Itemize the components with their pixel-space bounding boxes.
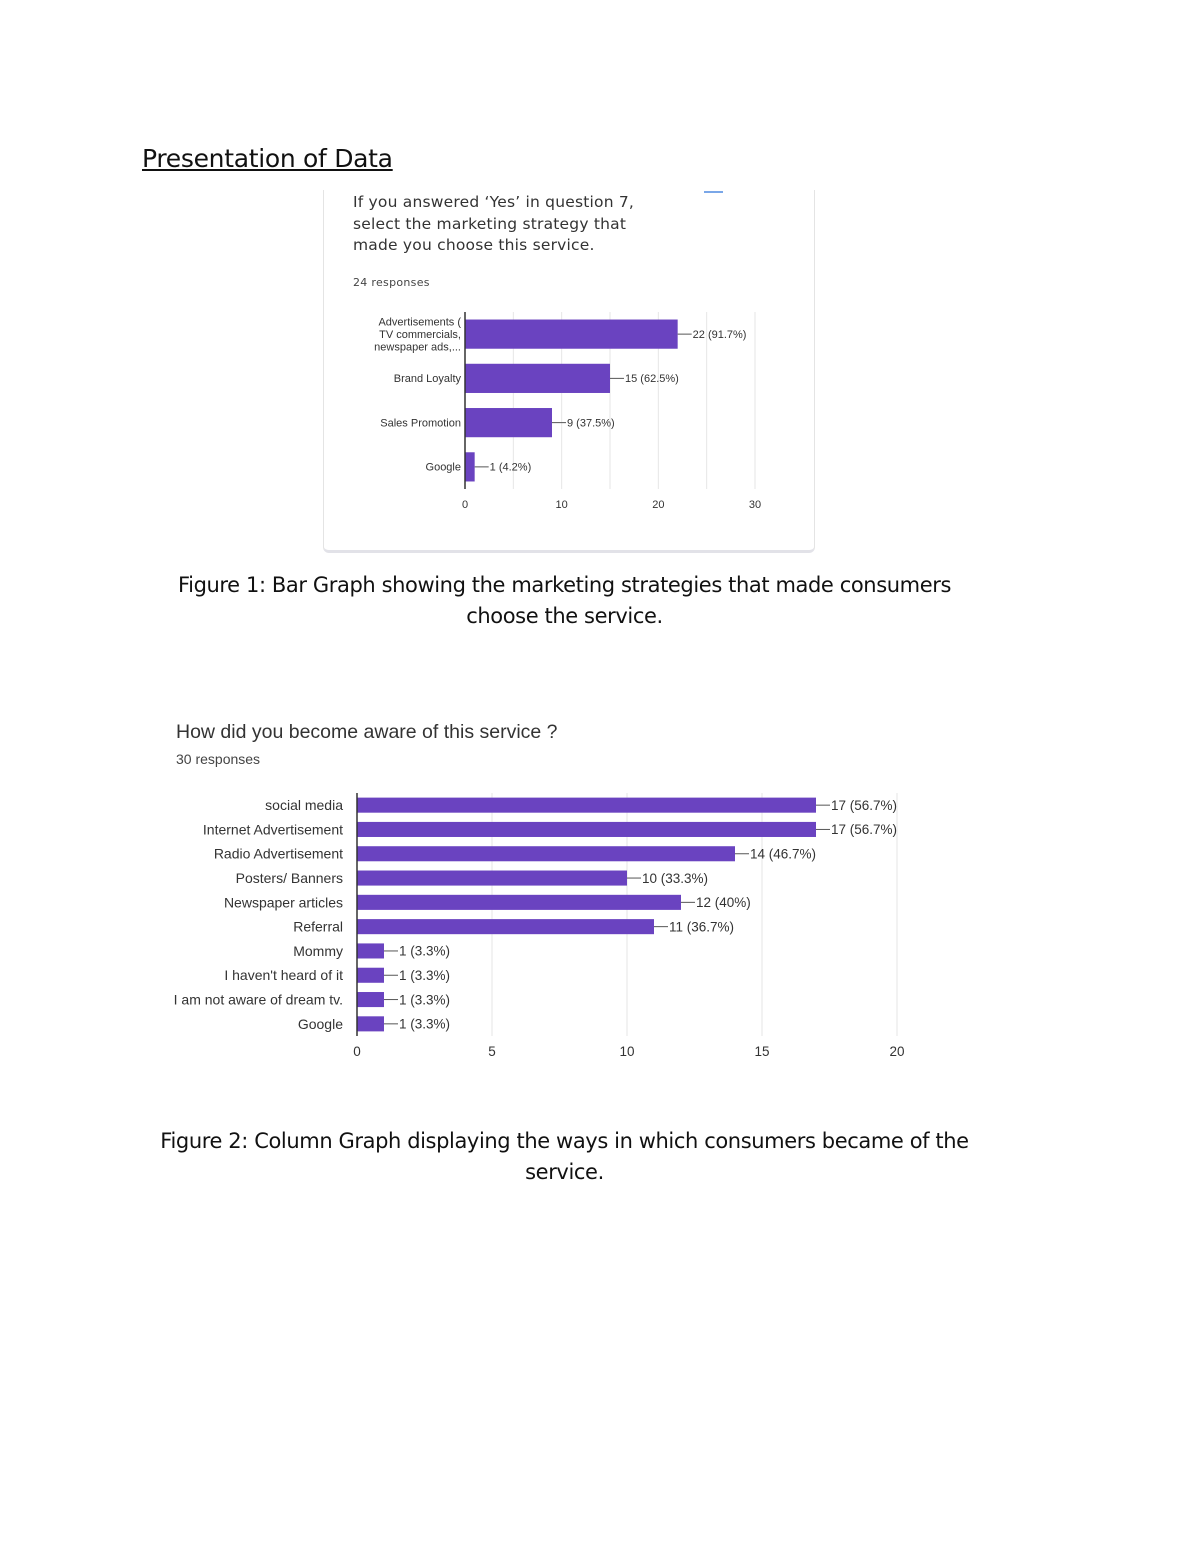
data-label: 1 (4.2%) (489, 461, 532, 474)
bar (357, 1016, 384, 1031)
data-label: 1 (3.3%) (399, 967, 451, 983)
bar (357, 992, 384, 1007)
x-tick-label: 0 (353, 1044, 361, 1059)
category-label: social media (265, 797, 343, 814)
category-label: Sales Promotion (380, 417, 461, 430)
category-label: TV commercials, (379, 328, 461, 341)
x-tick-label: 10 (555, 499, 568, 511)
category-label: Referral (293, 918, 343, 935)
bar (357, 871, 627, 886)
bar (357, 943, 384, 958)
category-label: newspaper ads,... (374, 341, 461, 354)
data-label: 10 (33.3%) (642, 870, 709, 886)
data-label: 14 (46.7%) (750, 846, 817, 862)
category-label: Advertisements ( (378, 316, 461, 329)
x-tick-label: 0 (461, 499, 469, 511)
category-label: Google (297, 1015, 343, 1032)
bar (357, 895, 681, 910)
figure1-caption: Figure 1: Bar Graph showing the marketing strategies that made consumers choose the service. (177, 573, 952, 628)
figure1-question: If you answered ‘Yes’ in question 7, select the marketing strategy that made you choose this service. (353, 193, 635, 254)
category-label: Brand Loyalty (393, 373, 461, 386)
category-label: Newspaper articles (223, 894, 343, 911)
figure2-question: How did you become aware of this service ? (176, 721, 558, 743)
category-label: Radio Advertisement (213, 845, 343, 862)
x-tick-label: 10 (619, 1044, 635, 1059)
category-label: Internet Advertisement (202, 821, 343, 838)
data-label: 17 (56.7%) (831, 822, 898, 838)
category-label: I am not aware of dream tv. (173, 991, 343, 1008)
x-tick-label: 30 (748, 499, 762, 511)
x-tick-label: 15 (754, 1044, 770, 1059)
data-label: 15 (62.5%) (625, 373, 679, 386)
figure2-responses: 30 responses (176, 751, 261, 767)
data-label: 1 (3.3%) (399, 1016, 451, 1032)
page-heading: Presentation of Data (142, 144, 393, 173)
data-label: 12 (40%) (696, 895, 751, 911)
bar (357, 846, 735, 861)
x-tick-label: 20 (652, 499, 665, 511)
bar (357, 919, 654, 934)
bar (357, 968, 384, 983)
category-label: Google (425, 461, 461, 474)
bar (357, 798, 816, 813)
x-tick-label: 20 (889, 1044, 905, 1059)
data-label: 22 (91.7%) (692, 328, 747, 341)
figure1-responses: 24 responses (353, 276, 430, 289)
data-label: 17 (56.7%) (831, 797, 898, 813)
data-label: 9 (37.5%) (567, 417, 615, 430)
data-label: 11 (36.7%) (669, 919, 735, 935)
category-label: I haven't heard of it (224, 967, 343, 984)
x-tick-label: 5 (488, 1044, 496, 1059)
figure2-caption: Figure 2: Column Graph displaying the ways in which consumers became of the service. (160, 1129, 969, 1184)
bar (357, 822, 816, 837)
data-label: 1 (3.3%) (399, 992, 451, 1008)
category-label: Posters/ Banners (235, 869, 343, 886)
data-label: 1 (3.3%) (399, 943, 451, 959)
category-label: Mommy (293, 942, 343, 959)
